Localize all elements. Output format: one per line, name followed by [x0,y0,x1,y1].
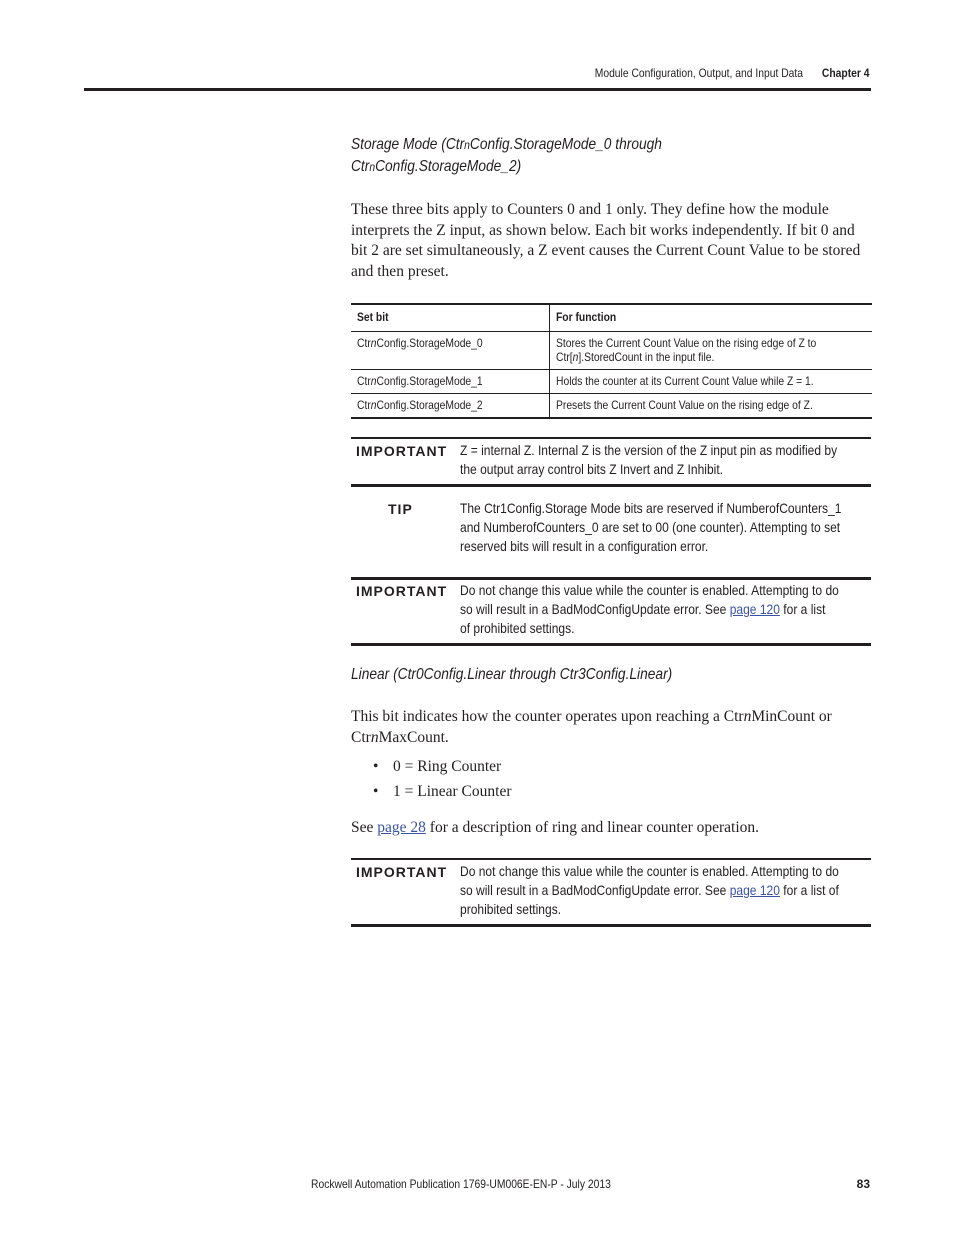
page-120-link[interactable]: page 120 [729,882,780,898]
see-page-sentence: See page 28 for a description of ring and linear counter operation. [351,819,760,836]
header-chapter: Chapter 4 [822,66,870,80]
table-cell-bit: CtrnConfig.StorageMode_0 [351,332,550,370]
footer-publication: Rockwell Automation Publication 1769-UM006E-EN-P - July 2013 [311,1177,611,1191]
column-header-set-bit: Set bit [351,304,550,332]
page-number: 83 [856,1177,870,1191]
table-cell-bit: CtrnConfig.StorageMode_2 [351,394,550,419]
callout-text: Z = internal Z. Internal Z is the version of the Z input pin as modified by the output array control bits Z Invert and Z Inhibit. [460,442,838,477]
storage-mode-description: These three bits apply to Counters 0 and 1 only. They define how the module interprets the Z input, as shown below. Each bit works independently. If bit 0 and bit 2 are set simultaneously, a Z event causes the Current Count Value to be stored and then preset. [351,201,861,280]
table-cell-bit: CtrnConfig.StorageMode_1 [351,370,550,394]
storage-mode-heading: Storage Mode (CtrnConfig.StorageMode_0 through CtrnConfig.StorageMode_2) [351,136,662,175]
important-callout-internal-z [351,437,871,487]
tip-label: TIP [388,501,413,517]
header-rule [84,88,871,91]
page-120-link[interactable]: page 120 [729,601,780,617]
table-cell-function: Presets the Current Count Value on the rising edge of Z. [556,398,813,412]
list-item: • 0 = Ring Counter [351,754,873,779]
linear-description: This bit indicates how the counter operates upon reaching a CtrnMinCount or CtrnMaxCount. • 0 = Ring Counter • 1 = Linear Counter [351,707,873,804]
column-header-function: For function [556,310,617,324]
table-header-row [351,304,872,332]
list-item: • 1 = Linear Counter [351,779,873,804]
linear-options-list [351,754,873,804]
table-cell-function: Holds the counter at its Current Count Value while Z = 1. [556,374,814,388]
table-row [351,370,872,394]
running-header [0,66,870,80]
callout-text: The Ctr1Config.Storage Mode bits are reserved if NumberofCounters_1 and NumberofCounters_0 are set to 00 (one counter). Attempting to set reserved bits will result in a configuration error. [460,500,842,554]
tip-callout-reserved-bits [351,497,871,580]
important-label: IMPORTANT [356,864,448,880]
important-label: IMPORTANT [356,443,448,459]
important-callout-storage-change [351,577,871,646]
table-row [351,332,872,370]
important-callout-linear-change [351,858,871,927]
callout-text: Do not change this value while the counter is enabled. Attempting to do so will result in a BadModConfigUpdate error. See page 120 for a list of prohibited settings. [460,863,839,917]
callout-text: Do not change this value while the counter is enabled. Attempting to do so will result in a BadModConfigUpdate error. See page 120 for a list of prohibited settings. [460,582,839,636]
linear-heading: Linear (Ctr0Config.Linear through Ctr3Config.Linear) [351,666,673,683]
header-section-title: Module Configuration, Output, and Input Data [595,66,804,80]
table-row [351,394,872,419]
important-label: IMPORTANT [356,583,448,599]
table-cell-function: Stores the Current Count Value on the rising edge of Z to Ctr[n].StoredCount in the input file. [556,336,817,364]
storage-mode-table [351,303,872,419]
page-28-link[interactable]: page 28 [377,819,426,836]
